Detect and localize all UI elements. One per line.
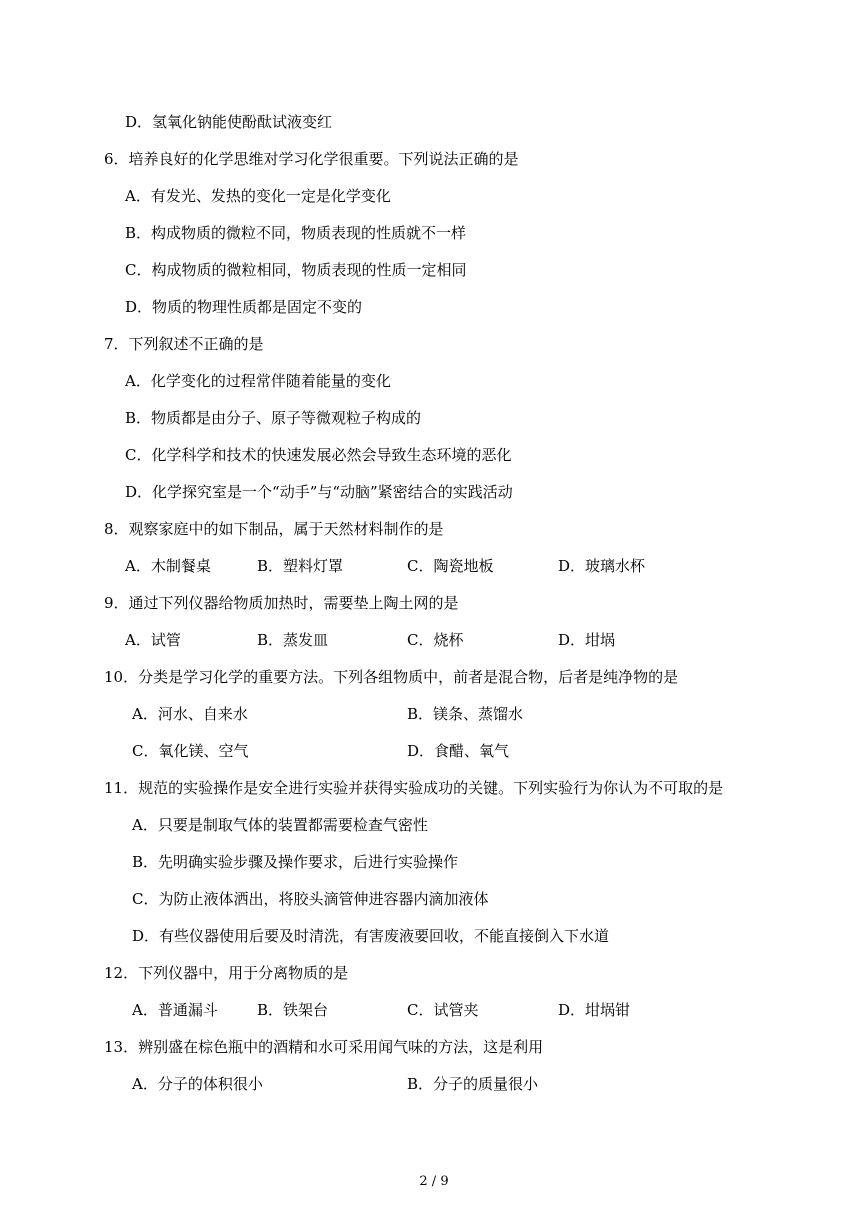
q6-option-c: C．构成物质的微粒相同，物质表现的性质一定相同 <box>125 261 467 279</box>
q7-stem: 7．下列叙述不正确的是 <box>104 335 264 353</box>
q12-stem: 12．下列仪器中，用于分离物质的是 <box>104 964 349 982</box>
q8-option-a: A．木制餐桌 <box>125 557 211 575</box>
q9-option-c: C．烧杯 <box>407 631 464 649</box>
q12-option-a: A．普通漏斗 <box>132 1001 218 1019</box>
page-number: 2 / 9 <box>419 1174 449 1189</box>
q13-option-a: A．分子的体积很小 <box>132 1075 263 1093</box>
q12-option-c: C．试管夹 <box>407 1001 479 1019</box>
q10-options-row1 <box>0 704 868 724</box>
q7-option-b: B．物质都是由分子、原子等微观粒子构成的 <box>125 409 422 427</box>
q8-options <box>0 556 868 576</box>
q11-option-d: D．有些仪器使用后要及时清洗，有害废液要回收，不能直接倒入下水道 <box>132 927 610 945</box>
q11-option-c: C．为防止液体洒出，将胶头滴管伸进容器内滴加液体 <box>132 890 489 908</box>
q6-option-b: B．构成物质的微粒不同，物质表现的性质就不一样 <box>125 224 467 242</box>
q8-option-b: B．塑料灯罩 <box>257 557 344 575</box>
q6-option-a: A．有发光、发热的变化一定是化学变化 <box>125 187 391 205</box>
q11-option-b: B．先明确实验步骤及操作要求，后进行实验操作 <box>132 853 459 871</box>
q9-options <box>0 630 868 650</box>
q12-options <box>0 1000 868 1020</box>
q9-stem: 9．通过下列仪器给物质加热时，需要垫上陶土网的是 <box>104 594 459 612</box>
q8-option-d: D．玻璃水杯 <box>558 557 646 575</box>
q8-option-c: C．陶瓷地板 <box>407 557 494 575</box>
q10-options-row2 <box>0 741 868 761</box>
q9-option-d: D．坩埚 <box>558 631 616 649</box>
q8-stem: 8．观察家庭中的如下制品，属于天然材料制作的是 <box>104 520 444 538</box>
q13-options <box>0 1074 868 1094</box>
q13-option-b: B．分子的质量很小 <box>407 1075 539 1093</box>
q5-option-d: D．氢氧化钠能使酚酞试液变红 <box>125 113 333 131</box>
q13-stem: 13．辨别盛在棕色瓶中的酒精和水可采用闻气味的方法，这是利用 <box>104 1038 544 1056</box>
q10-stem: 10．分类是学习化学的重要方法。下列各组物质中，前者是混合物，后者是纯净物的是 <box>104 668 679 686</box>
q6-stem: 6．培养良好的化学思维对学习化学很重要。下列说法正确的是 <box>104 150 519 168</box>
q10-option-b: B．镁条、蒸馏水 <box>407 705 524 723</box>
q7-option-d: D．化学探究室是一个“动手”与“动脑”紧密结合的实践活动 <box>125 483 513 501</box>
q10-option-c: C．氧化镁、空气 <box>132 742 249 760</box>
q12-option-d: D．坩埚钳 <box>558 1001 631 1019</box>
q10-option-a: A．河水、自来水 <box>132 705 248 723</box>
q11-stem: 11．规范的实验操作是安全进行实验并获得实验成功的关键。下列实验行为你认为不可取的是 <box>104 779 724 797</box>
q9-option-a: A．试管 <box>125 631 181 649</box>
q10-option-d: D．食醋、氧气 <box>407 742 510 760</box>
q6-option-d: D．物质的物理性质都是固定不变的 <box>125 298 363 316</box>
q9-option-b: B．蒸发皿 <box>257 631 329 649</box>
q7-option-a: A．化学变化的过程常伴随着能量的变化 <box>125 372 391 390</box>
q11-option-a: A．只要是制取气体的装置都需要检查气密性 <box>132 816 428 834</box>
q12-option-b: B．铁架台 <box>257 1001 329 1019</box>
q7-option-c: C．化学科学和技术的快速发展必然会导致生态环境的恶化 <box>125 446 512 464</box>
